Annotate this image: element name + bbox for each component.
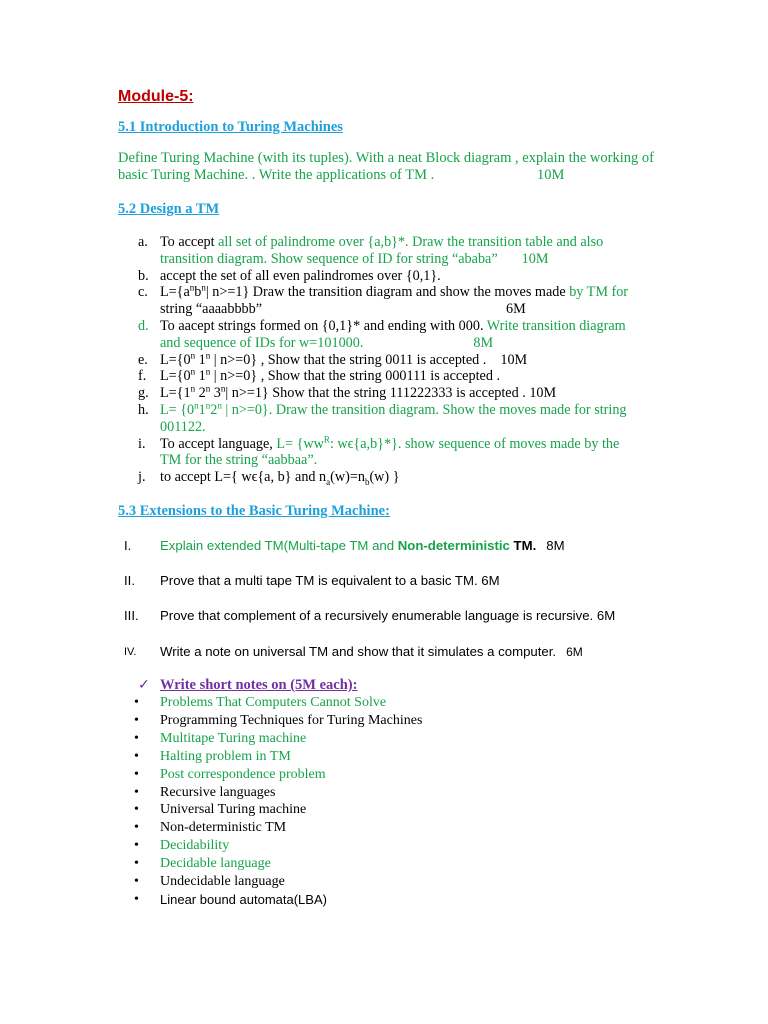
item-marker: h.: [138, 401, 149, 418]
item-text: Programming Techniques for Turing Machines: [160, 712, 423, 728]
item-text: Write a note on universal TM and show that it simulates a computer.: [160, 644, 557, 659]
item-text: L= {0: [160, 401, 195, 418]
list-item: [134, 712, 660, 730]
bullet-icon: •: [134, 856, 139, 872]
item-text: | n>=1} Draw the transition diagram and show the moves made: [205, 284, 570, 301]
short-notes-title: Write short notes on (5M each):: [160, 677, 358, 693]
bullet-icon: •: [134, 891, 139, 907]
item-text-bold: TM.: [509, 538, 537, 553]
item-text: accept the set of all even palindromes over {0,1}.: [160, 267, 441, 284]
item-text: transition diagram. Show sequence of ID for string “ababa”: [160, 250, 498, 267]
list-item: [138, 267, 660, 285]
short-notes-list: [134, 694, 660, 910]
item-text: Halting problem in TM: [160, 748, 291, 764]
item-marker: i.: [138, 435, 146, 452]
section-title-5-3: 5.3 Extensions to the Basic Turing Machine:: [118, 503, 390, 519]
item-text: L={0: [160, 368, 191, 385]
item-marker: III.: [124, 608, 139, 623]
item-text: (w) }: [369, 469, 400, 486]
item-marks: 8M: [546, 538, 565, 553]
item-marks: 8M: [473, 334, 494, 351]
item-text: Decidable language: [160, 856, 271, 872]
superscript: n: [205, 400, 211, 411]
item-marker: f.: [138, 368, 147, 385]
subscript: b: [364, 476, 370, 487]
item-marker: a.: [138, 234, 148, 250]
list-item: [138, 383, 660, 402]
list-item: [124, 538, 565, 555]
superscript: n: [205, 383, 211, 394]
list-item: [134, 748, 660, 766]
superscript: n: [201, 282, 206, 293]
item-marks: 6M: [506, 301, 526, 318]
design-tm-list: [138, 234, 660, 487]
list-item: [134, 819, 660, 837]
superscript: n: [189, 282, 195, 293]
bullet-icon: •: [134, 820, 139, 836]
list-item: [138, 317, 660, 352]
item-text: To accept: [160, 234, 219, 250]
list-item: [124, 608, 616, 625]
item-text: 2: [210, 401, 218, 418]
item-text: 1: [198, 401, 206, 418]
list-item: [138, 366, 660, 385]
list-item: [138, 349, 660, 369]
section-title-5-1: 5.1 Introduction to Turing Machines: [118, 119, 343, 135]
list-item: [134, 694, 660, 712]
item-text: Decidability: [160, 838, 230, 854]
list-item: [134, 855, 660, 873]
bullet-icon: •: [134, 748, 139, 764]
superscript: n: [190, 349, 196, 360]
list-item: [134, 873, 660, 891]
item-text: (w)=n: [330, 469, 365, 486]
item-text: L= {ww: [276, 435, 324, 452]
bullet-icon: •: [134, 838, 139, 854]
list-item: [138, 433, 660, 470]
item-text: Prove that complement of a recursively enumerable language is recursive. 6M: [160, 608, 616, 623]
item-text: by TM for: [569, 284, 629, 301]
module-title: Module-5:: [118, 88, 194, 105]
item-marker: II.: [124, 573, 135, 588]
item-text: L={0: [160, 351, 191, 368]
item-text: L={a: [160, 284, 190, 301]
section-5-1-line1: Define Turing Machine (with its tuples). With a neat Block diagram , explain the working of: [118, 150, 654, 166]
bullet-icon: •: [134, 784, 139, 800]
item-marker: b.: [138, 267, 149, 284]
item-text: 3: [210, 385, 221, 402]
list-item: [134, 891, 660, 910]
item-text: Post correspondence problem: [160, 766, 326, 782]
section-title-5-2: 5.2 Design a TM: [118, 201, 220, 217]
section-5-1-marks: 10M: [537, 167, 565, 183]
item-marker: I.: [124, 538, 132, 553]
item-text: Write transition diagram: [486, 317, 626, 334]
item-text: L={1: [160, 385, 191, 402]
item-text: all set of palindrome over {a,b}*. Draw the transition table and also: [218, 234, 604, 250]
item-text: Undecidable language: [160, 874, 285, 890]
item-text: TM for the string “aabbaa”.: [160, 452, 318, 469]
item-text: Explain extended TM(Multi-tape TM and: [160, 538, 398, 553]
item-text: | n>=0}. Draw the transition diagram. Show the moves made for string: [221, 401, 627, 418]
item-text: | n>=0} , Show that the string 000111 is accepted .: [210, 368, 501, 385]
item-text: To aacept strings formed on {0,1}* and ending with 000.: [160, 317, 487, 334]
superscript: n: [190, 366, 196, 377]
item-marker: e.: [138, 351, 148, 368]
list-item: [138, 282, 660, 318]
item-text: Recursive languages: [160, 784, 276, 800]
item-text: 2: [195, 385, 206, 402]
subscript: a: [326, 476, 331, 487]
bullet-icon: •: [134, 730, 139, 746]
item-marker: g.: [138, 385, 149, 402]
item-text: To accept language,: [160, 435, 277, 452]
item-text: Non-deterministic TM: [160, 820, 287, 836]
bullet-icon: •: [134, 802, 139, 818]
item-marks: 10M: [500, 351, 528, 368]
superscript: R: [323, 433, 330, 444]
bullet-icon: •: [134, 712, 139, 728]
list-item: [138, 400, 660, 436]
item-text: : wϵ{a,b}*}. show sequence of moves made by the: [329, 435, 620, 452]
list-item: [134, 766, 660, 784]
item-marks: 6M: [566, 645, 583, 659]
item-text: 1: [195, 368, 206, 385]
bullet-icon: •: [134, 766, 139, 782]
bullet-icon: •: [134, 874, 139, 890]
item-text: Prove that a multi tape TM is equivalent to a basic TM. 6M: [160, 573, 500, 588]
item-text: 001122.: [160, 418, 206, 435]
list-item: [134, 730, 660, 748]
item-text: to accept L={ wϵ{a, b} and n: [160, 469, 327, 486]
item-text: Universal Turing machine: [160, 802, 307, 818]
item-marker: d.: [138, 317, 149, 334]
item-text: 1: [195, 351, 206, 368]
item-marks: 10M: [521, 250, 549, 267]
item-marker: j.: [138, 469, 146, 486]
bullet-icon: •: [134, 695, 139, 710]
list-item: [138, 469, 660, 487]
item-text: Multitape Turing machine: [160, 730, 307, 746]
check-mark-icon: ✓: [138, 678, 150, 693]
list-item: [134, 837, 660, 855]
item-marker: IV.: [124, 646, 137, 658]
superscript: n: [220, 383, 226, 394]
item-marker: c.: [138, 284, 148, 301]
item-text: and sequence of IDs for w=101000.: [160, 334, 364, 351]
item-text: string “aaaabbbb”: [160, 301, 263, 318]
superscript: n: [190, 383, 196, 394]
item-text: | n>=0} , Show that the string 0011 is accepted .: [210, 351, 487, 368]
superscript: n: [205, 349, 211, 360]
list-item: [134, 801, 660, 819]
list-item: [124, 644, 583, 661]
item-text: | n>=1} Show that the string 111222333 is accepted . 10M: [225, 385, 557, 402]
item-text: b: [194, 284, 202, 301]
item-text: Problems That Computers Cannot Solve: [160, 695, 387, 710]
section-5-1-line2: basic Turing Machine. . Write the applications of TM .: [118, 167, 435, 183]
superscript: n: [217, 400, 222, 411]
list-item: [138, 234, 660, 268]
list-item: [124, 573, 500, 590]
superscript: n: [205, 366, 211, 377]
superscript: n: [194, 400, 199, 411]
item-text: Linear bound automata(LBA): [160, 891, 327, 907]
item-text-bold: Non-deterministic: [397, 538, 510, 553]
list-item: [134, 784, 660, 802]
